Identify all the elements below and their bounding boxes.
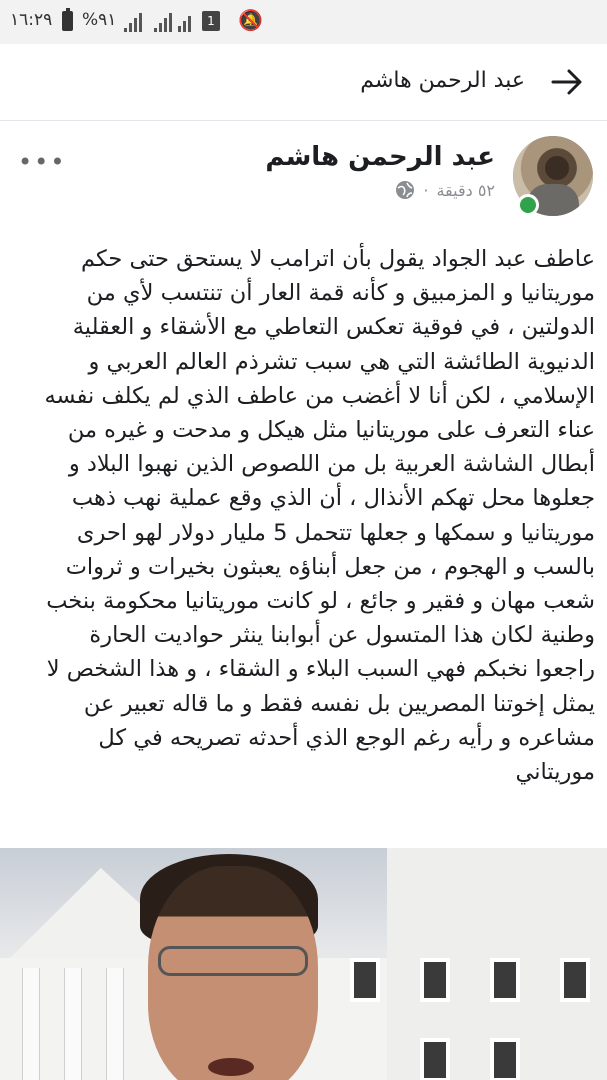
photo-window — [560, 958, 590, 1002]
photo-person-glasses — [158, 946, 308, 976]
sim-icon — [178, 12, 191, 32]
photo-window — [490, 958, 520, 1002]
battery-icon — [62, 11, 73, 31]
signal-icon — [124, 12, 142, 32]
post-photo[interactable] — [0, 848, 607, 1080]
status-bar — [0, 0, 607, 44]
notification-badge: 1 — [202, 11, 220, 31]
globe-icon — [395, 180, 415, 200]
post-meta — [395, 180, 495, 200]
photo-column — [64, 968, 82, 1080]
post-paragraph: عاطف عبد الجواد يقول بأن اترامب لا يستحق حتى حكم موريتانيا و المزمبيق و كأنه قمة العار أن تنتسب لأي من الدولتين ، في فوقية تعكس التعاطي مع الأشقاء و العقلية الدنيوية الطائشة التي هي سبب تشرذم العالم العربي و الإسلامي ، لكن أنا لا أغضب من عاطف الذي لم يكلف نفسه عناء التعرف على موريتانيا مثل هيكل و مدحت و غيره من أبطال الشاشة العربية بل من اللصوص الذين نهبوا البلاد و جعلوها محل تهكم الأنذال ، أن الذي وقع عملية نهب ذهب موريتانيا و سمكها و جعلها تتحمل 5 مليار دولار لهو احرى بالسب و الهجوم ، من جعل أبناؤه يعبثون بخيرات و ثروات شعب مهان و فقير و جائع ، لو كانت موريتانيا محكومة بنخب وطنية لكان هذا المتسول عن أبوابنا ينثر حواديت الحارة — [44, 246, 595, 649]
battery-percent: %٩١ — [82, 10, 117, 30]
photo-window — [350, 958, 380, 1002]
photo-column — [106, 968, 124, 1080]
post-paragraph: راجعوا نخبكم فهي السبب البلاء و الشقاء ، و هذا الشخص لا يمثل إخوتنا المصريين بل نفسه فقط و ما قاله تعبير عن مشاعره و رأيه رغم الوجع الذي أحدثه تصريحه في كل موريتاني — [46, 656, 595, 786]
photo-window — [420, 958, 450, 1002]
header-title: عبد الرحمن هاشم — [360, 68, 525, 93]
online-status-dot — [517, 194, 539, 216]
page-header — [0, 44, 607, 121]
photo-window — [420, 1038, 450, 1080]
post-text — [12, 242, 595, 789]
photo-window — [490, 1038, 520, 1080]
post-header — [0, 120, 607, 230]
post-time[interactable]: ٥٢ دقيقة — [436, 180, 495, 200]
meta-separator: · — [423, 180, 429, 200]
post-author-name[interactable]: عبد الرحمن هاشم — [265, 142, 495, 172]
photo-person-mouth — [208, 1058, 254, 1076]
photo-column — [22, 968, 40, 1080]
status-time: ١٦:٢٩ — [10, 10, 53, 30]
more-options-button[interactable]: ••• — [18, 148, 67, 176]
mute-icon: 🔕 — [238, 8, 263, 32]
back-arrow-icon[interactable] — [549, 64, 585, 100]
signal-icon-2 — [154, 12, 172, 32]
